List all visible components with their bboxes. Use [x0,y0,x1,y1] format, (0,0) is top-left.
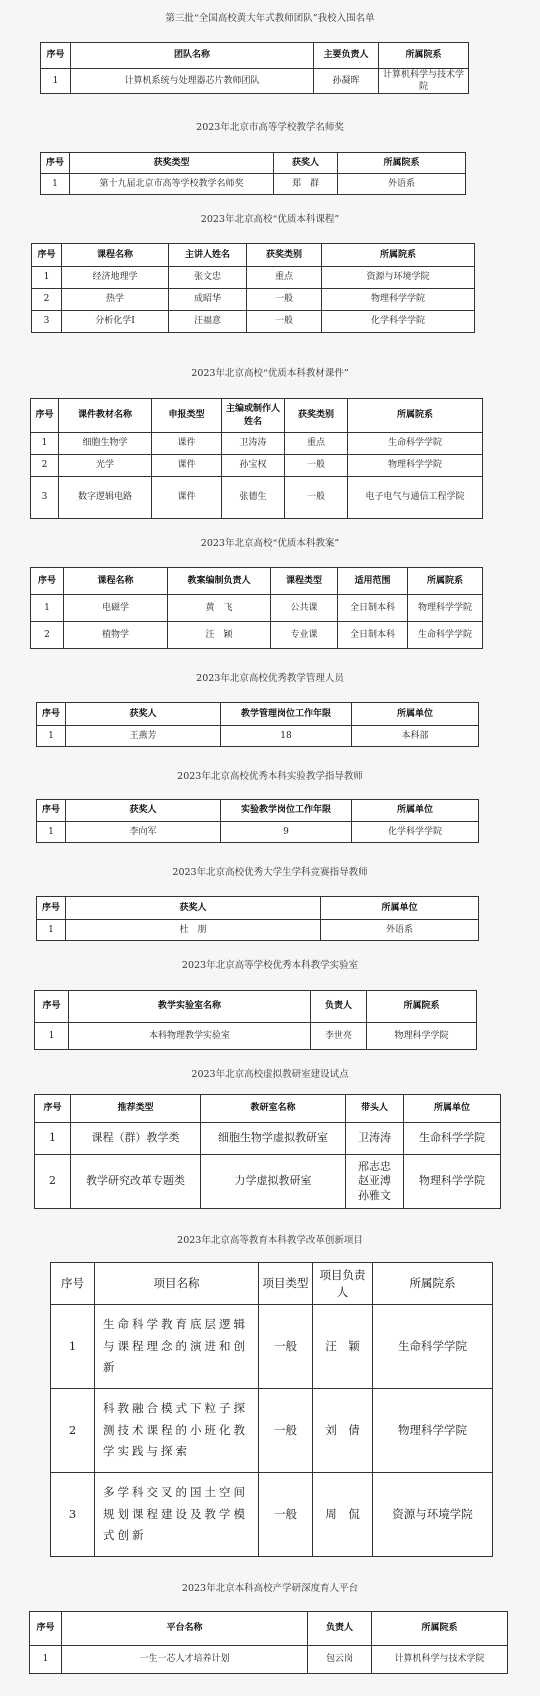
table-cell: 课程（群）教学类 [71,1123,201,1155]
table-cell: 杜 朋 [66,920,321,941]
table-cell: 化学科学学院 [352,822,479,843]
table-cell: 化学科学学院 [322,311,475,333]
header-cell: 获奖类别 [285,399,348,433]
table-cell: 生命科学教育底层逻辑与课程理念的演进和创新 [95,1305,259,1389]
header-cell: 教学实验室名称 [69,991,311,1023]
header-cell: 课程类型 [271,568,338,595]
table-cell: 生命科学学院 [404,1123,501,1155]
header-cell: 所属单位 [352,703,479,726]
table-row [37,920,479,941]
table-cell: 全日制本科 [338,622,408,649]
table-cell: 一般 [247,311,322,333]
table-cell: 3 [51,1473,95,1557]
header-cell: 教案编制负责人 [168,568,271,595]
section-title-8: 2023年北京高等学校优秀本科教学实验室 [181,960,359,971]
header-cell: 所属院系 [373,1263,493,1305]
header-cell: 带头人 [346,1095,404,1123]
table-cell: 18 [221,726,352,747]
header-cell: 主要负责人 [314,43,379,69]
table-cell: 1 [37,822,66,843]
table-header-row [32,244,475,267]
table-cell: 李世亮 [311,1023,367,1050]
table-header-row [30,1612,508,1646]
table-cell: 经济地理学 [62,267,169,289]
header-cell: 平台名称 [62,1612,308,1646]
table-cell: 3 [31,477,59,519]
table-cell: 资源与环境学院 [322,267,475,289]
header-cell: 课程名称 [62,244,169,267]
section-title-11: 2023年北京本科高校产学研深度育人平台 [181,1583,359,1594]
header-cell: 序号 [41,43,71,69]
table-row [51,1473,493,1557]
table-cell: 物理科学学院 [348,455,483,477]
header-cell: 获奖人 [66,703,221,726]
table-cell: 生命科学学院 [373,1305,493,1389]
header-cell: 序号 [31,399,59,433]
header-cell: 序号 [51,1263,95,1305]
table-cell: 重点 [285,433,348,455]
table-cell: 生命科学学院 [408,622,483,649]
header-cell: 所属院系 [372,1612,508,1646]
table-cell: 全日制本科 [338,595,408,622]
header-cell: 所属院系 [379,43,469,69]
table-cell: 光学 [59,455,152,477]
table-textbooks [30,398,483,519]
table-cell: 汪 颖 [313,1305,373,1389]
header-cell: 所属院系 [408,568,483,595]
table-reform-projects [50,1262,493,1557]
table-header-row [37,703,479,726]
header-cell: 序号 [35,1095,71,1123]
table-cell: 一般 [247,289,322,311]
header-cell: 实验教学岗位工作年限 [221,800,352,822]
header-cell: 获奖人 [274,153,338,174]
table-cell: 2 [32,289,62,311]
table-cell: 邢志忠 赵亚溥 孙雅文 [346,1155,404,1209]
header-cell: 负责人 [311,991,367,1023]
header-cell: 教研室名称 [201,1095,346,1123]
header-cell: 项目名称 [95,1263,259,1305]
header-cell: 序号 [37,897,66,920]
table-row [51,1305,493,1389]
table-row [35,1155,501,1209]
table-cell: 1 [35,1023,69,1050]
table-cell: 公共课 [271,595,338,622]
table-cell: 本科物理教学实验室 [69,1023,311,1050]
table-cell: 专业课 [271,622,338,649]
table-cell: 计算机科学与技术学院 [372,1646,508,1674]
table-cell: 计算机系统与处理器芯片教师团队 [71,69,314,94]
header-cell: 所属院系 [348,399,483,433]
table-cell: 植物学 [64,622,168,649]
table-cell: 1 [37,920,66,941]
header-cell: 教学管理岗位工作年限 [221,703,352,726]
table-header-row [35,991,477,1023]
header-cell: 序号 [35,991,69,1023]
header-cell: 序号 [37,703,66,726]
table-row [35,1023,477,1050]
table-virtual-office [34,1094,501,1209]
table-courses [31,243,475,333]
header-cell: 获奖人 [66,897,321,920]
section-title-10: 2023年北京高等教育本科教学改革创新项目 [177,1235,363,1246]
table-cell: 1 [30,1646,62,1674]
table-cell: 成昭华 [169,289,247,311]
section-title-2: 2023年北京高校“优质本科课程” [200,214,340,225]
table-cell: 物理科学学院 [408,595,483,622]
table-cell: 一般 [259,1389,313,1473]
table-row [31,477,483,519]
table-cell: 1 [32,267,62,289]
header-cell: 申报类型 [152,399,222,433]
table-header-row [41,153,466,174]
table-header-row [37,897,479,920]
section-title-3: 2023年北京高校“优质本科教材课件” [191,368,349,379]
table-cell: 孙宝权 [222,455,285,477]
header-cell: 获奖类别 [247,244,322,267]
table-header-row [37,800,479,822]
table-header-row [35,1095,501,1123]
table-cell: 外语系 [321,920,479,941]
header-cell: 序号 [37,800,66,822]
table-cell: 黄 飞 [168,595,271,622]
table-cell: 物理科学学院 [373,1389,493,1473]
table-famous-teacher [40,152,466,195]
header-cell: 负责人 [308,1612,372,1646]
table-row [51,1389,493,1473]
table-row [41,69,469,94]
table-cell: 电磁学 [64,595,168,622]
table-cell: 张文忠 [169,267,247,289]
table-cell: 课件 [152,433,222,455]
table-cell: 2 [31,622,64,649]
table-cell: 王燕芳 [66,726,221,747]
table-cell: 资源与环境学院 [373,1473,493,1557]
header-cell: 适用范围 [338,568,408,595]
header-cell: 所属单位 [352,800,479,822]
header-cell: 主编或制作人姓名 [222,399,285,433]
table-cell: 1 [31,595,64,622]
table-cell: 课件 [152,477,222,519]
section-title-6: 2023年北京高校优秀本科实验教学指导教师 [177,771,363,782]
header-cell: 项目类型 [259,1263,313,1305]
header-cell: 所属单位 [321,897,479,920]
table-row [37,726,479,747]
table-row [31,595,483,622]
table-cell: 李向军 [66,822,221,843]
table-row [32,289,475,311]
table-cell: 汪福意 [169,311,247,333]
table-cell: 物理科学学院 [367,1023,477,1050]
table-cell: 一般 [259,1305,313,1389]
table-cell: 张德生 [222,477,285,519]
header-cell: 序号 [32,244,62,267]
table-cell: 1 [41,174,70,195]
header-cell: 序号 [31,568,64,595]
table-cell: 1 [35,1123,71,1155]
table-cell: 力学虚拟教研室 [201,1155,346,1209]
table-cell: 科教融合模式下粒子探测技术课程的小班化教学实践与探索 [95,1389,259,1473]
table-cell: 2 [51,1389,95,1473]
header-cell: 所属院系 [322,244,475,267]
header-cell: 所属院系 [367,991,477,1023]
section-title-1: 2023年北京市高等学校教学名师奖 [196,122,344,133]
header-cell: 序号 [30,1612,62,1646]
table-cell: 9 [221,822,352,843]
table-management-staff [36,702,479,747]
table-cell: 分析化学Ⅰ [62,311,169,333]
table-row [31,455,483,477]
table-cell: 卫涛涛 [346,1123,404,1155]
table-competition-advisor [36,896,479,941]
section-title-5: 2023年北京高校优秀教学管理人员 [196,673,344,684]
table-cell: 数字逻辑电路 [59,477,152,519]
table-cell: 一生一芯人才培养计划 [62,1646,308,1674]
table-row [37,822,479,843]
table-cell: 热学 [62,289,169,311]
table-cell: 电子电气与通信工程学院 [348,477,483,519]
table-platforms [29,1611,508,1674]
header-cell: 团队名称 [71,43,314,69]
table-cell: 生命科学学院 [348,433,483,455]
section-title-7: 2023年北京高校优秀大学生学科竞赛指导教师 [172,867,368,878]
table-cell: 教学研究改革专题类 [71,1155,201,1209]
table-row [30,1646,508,1674]
table-cell: 1 [37,726,66,747]
header-cell: 序号 [41,153,70,174]
table-cell: 一般 [259,1473,313,1557]
table-cell: 1 [31,433,59,455]
header-cell: 主讲人姓名 [169,244,247,267]
table-cell: 细胞生物学虚拟教研室 [201,1123,346,1155]
header-cell: 获奖人 [66,800,221,822]
header-cell: 课件教材名称 [59,399,152,433]
table-row [41,174,466,195]
table-header-row [51,1263,493,1305]
table-cell: 本科部 [352,726,479,747]
header-cell: 项目负责人 [313,1263,373,1305]
table-cell: 汪 颖 [168,622,271,649]
table-cell: 一般 [285,455,348,477]
table-cell: 物理科学学院 [404,1155,501,1209]
table-cell: 刘 倩 [313,1389,373,1473]
section-title-0: 第三批“全国高校黄大年式教师团队”我校入围名单 [165,13,375,24]
header-cell: 所属单位 [404,1095,501,1123]
table-row [32,311,475,333]
header-cell: 获奖类型 [70,153,274,174]
header-cell: 所属院系 [338,153,466,174]
section-title-9: 2023年北京高校虚拟教研室建设试点 [191,1069,349,1080]
table-cell: 卫涛涛 [222,433,285,455]
table-cell: 课件 [152,455,222,477]
table-header-row [41,43,469,69]
table-cell: 计算机科学与技术学院 [379,69,469,94]
table-cell: 孙凝晖 [314,69,379,94]
table-cell: 周 侃 [313,1473,373,1557]
table-cell: 2 [35,1155,71,1209]
table-cell: 包云岗 [308,1646,372,1674]
table-cell: 1 [51,1305,95,1389]
table-cell: 2 [31,455,59,477]
table-cell: 物理科学学院 [322,289,475,311]
header-cell: 推荐类型 [71,1095,201,1123]
table-row [31,622,483,649]
table-cell: 一般 [285,477,348,519]
table-header-row [31,399,483,433]
section-title-4: 2023年北京高校“优质本科教案” [200,538,340,549]
table-cell: 3 [32,311,62,333]
table-lesson-plans [30,567,483,649]
table-lab-instructor [36,799,479,843]
table-row [31,433,483,455]
table-cell: 重点 [247,267,322,289]
table-cell: 第十九届北京市高等学校教学名师奖 [70,174,274,195]
table-cell: 外语系 [338,174,466,195]
table-teaching-lab [34,990,477,1050]
table-cell: 郑 群 [274,174,338,195]
table-cell: 多学科交叉的国土空间规划课程建设及教学模式创新 [95,1473,259,1557]
table-header-row [31,568,483,595]
table-row [32,267,475,289]
table-team [40,42,469,94]
table-cell: 1 [41,69,71,94]
header-cell: 课程名称 [64,568,168,595]
table-row [35,1123,501,1155]
table-cell: 细胞生物学 [59,433,152,455]
